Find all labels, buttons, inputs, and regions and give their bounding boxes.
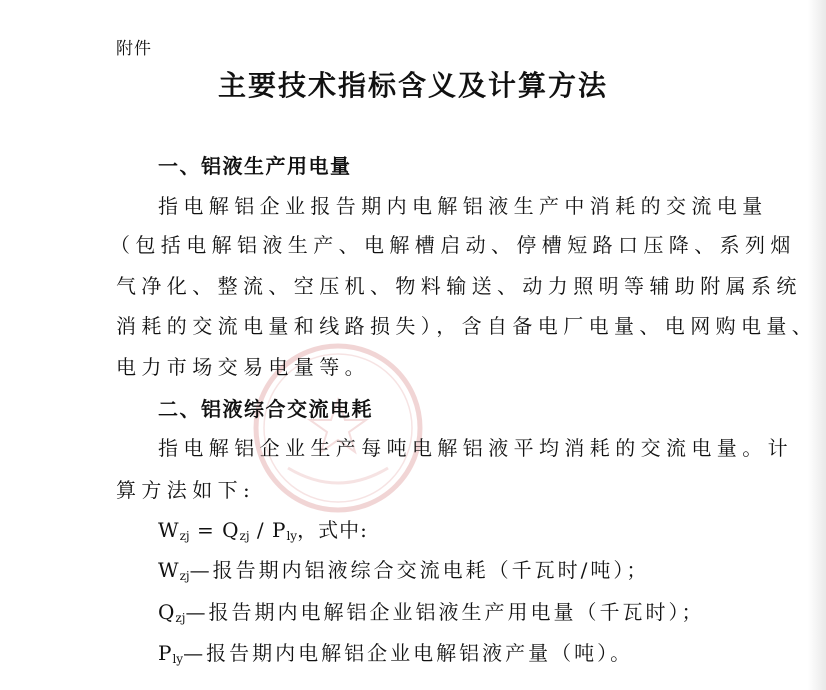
section2-heading: 二、铝液综合交流电耗 [158,397,373,421]
formula-tail: ，式中: [297,518,368,542]
section1-line-2: （包括电解铝液生产、电解槽启动、停槽短路口压降、系列烟 [110,233,796,257]
formula-line [158,514,368,543]
formula-q-sub: zj [239,529,250,543]
definition-w-sub: zj [179,569,190,583]
definition-p-text: —报告期内电解铝企业电解铝液产量（吨）。 [183,641,634,665]
definition-w-symbol: W [158,558,180,582]
formula-eq: = [189,518,223,542]
formula-w: W [158,518,180,542]
formula-slash: / [249,518,272,542]
section1-line-5: 电力市场交易电量等。 [116,355,370,379]
section1-heading: 一、铝液生产用电量 [158,154,352,178]
definition-p-sub: ly [172,652,184,666]
definition-q-sub: zj [175,611,186,625]
formula-w-sub: zj [179,529,190,543]
section1-line-1: 指电解铝企业报告期内电解铝液生产中消耗的交流电量 [158,194,768,218]
formula-p-sub: ly [286,529,298,543]
section1-line-4: 消耗的交流电量和线路损失），含自备电厂电量、电网购电量、 [116,314,818,338]
definition-q [158,596,704,625]
definition-q-text: —报告期内电解铝企业铝液生产用电量（千瓦时）； [185,600,705,624]
definition-w-text: —报告期内铝液综合交流电耗（千瓦时/吨）； [189,558,650,582]
formula-p: P [272,518,287,542]
formula-q: Q [222,518,240,542]
definition-p-symbol: P [158,641,173,665]
section1-line-3: 气净化、整流、空压机、物料输送、动力照明等辅助附属系统 [116,274,802,298]
section2-line-2: 算方法如下: [116,478,256,502]
definition-q-symbol: Q [158,600,176,624]
document-title: 主要技术指标含义及计算方法 [217,69,608,102]
definition-p [158,637,633,666]
section2-line-1: 指电解铝企业生产每吨电解铝液平均消耗的交流电量。计 [158,436,793,460]
attachment-label: 附件 [116,39,152,59]
definition-w [158,554,649,583]
